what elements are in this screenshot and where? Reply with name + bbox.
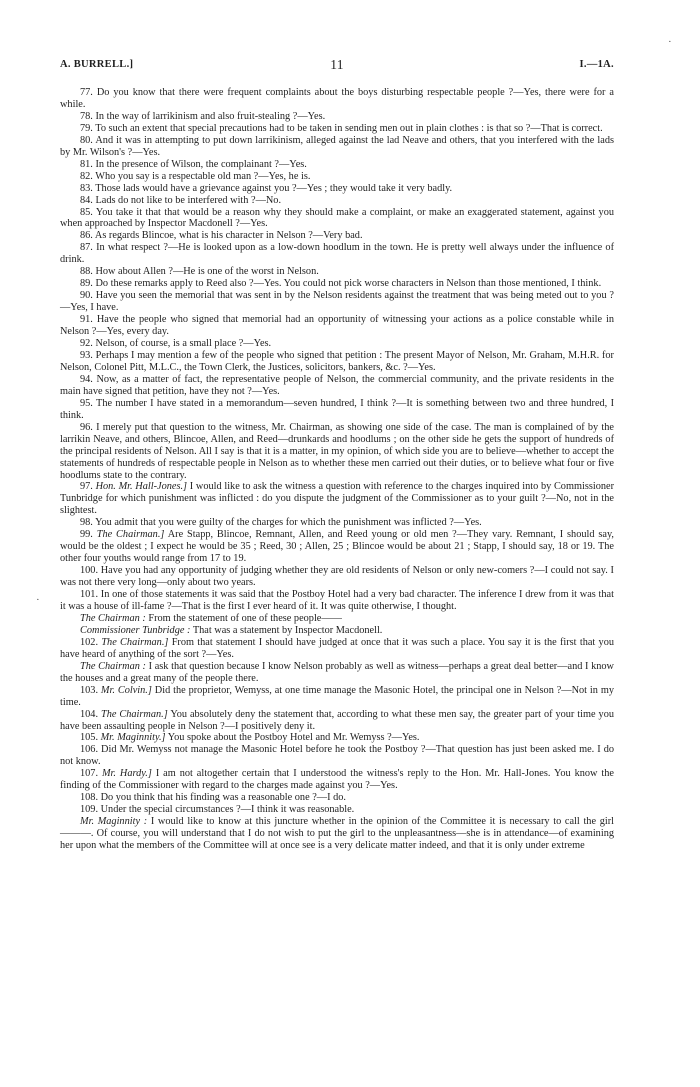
question-number: 79. [80, 122, 93, 134]
paragraph-text: From the statement of one of these people—— [148, 612, 342, 624]
paragraph-text: Perhaps I may mention a few of the people who signed that petition : The present Mayor of Nelson, Mr. Graham, M.H.R. for Nelson, Colonel Pitt, M.L.C., the Town Clerk, the Justices, solicitors, bankers, &c. ?—Yes. [60, 349, 614, 373]
testimony-paragraph [60, 290, 614, 314]
paragraph-text: Do you think that his finding was a reasonable one ?—I do. [100, 792, 346, 804]
testimony-paragraph [60, 123, 614, 135]
question-number: 101. [80, 589, 99, 601]
paragraph-text: To such an extent that special precautions had to be taken in sending men out in plain clothes : is that so ?—That is correct. [95, 122, 603, 134]
question-number: 89. [80, 278, 93, 290]
question-number: 77. [80, 87, 93, 98]
testimony-paragraph [60, 637, 614, 661]
question-number: 88. [80, 266, 93, 278]
scan-speck: · [668, 36, 672, 48]
question-number: 86. [80, 230, 93, 242]
paragraph-text: Now, as a matter of fact, the representative people of Nelson, the commercial community, and the private residents in the main have signed that petition, have they not ?—Yes. [60, 373, 614, 397]
testimony-paragraph [60, 565, 614, 589]
question-number: 93. [80, 349, 93, 361]
speaker-label: The Chairman.] [100, 708, 168, 720]
speaker-label: The Chairman.] [101, 636, 169, 648]
paragraph-text: I ask that question because I know Nelson probably as well as witness—perhaps a great deal better—and I know the houses and a great many of the people there. [60, 660, 614, 684]
paragraph-text: How about Allen ?—He is one of the worst in Nelson. [95, 266, 319, 278]
question-number: 109. [80, 804, 99, 816]
paragraph-text: Have you seen the memorial that was sent in by the Nelson residents against the treatment that was being meted out to you ?—Yes, I have. [60, 290, 614, 314]
question-number: 104. [80, 708, 99, 720]
paragraph-text: Did the proprietor, Wemyss, at one time manage the Masonic Hotel, the principal one in Nelson ?—Not in my time. [60, 684, 614, 708]
testimony-paragraph [60, 661, 614, 685]
testimony-paragraph [60, 374, 614, 398]
testimony-paragraph [60, 314, 614, 338]
paragraph-text: Do you know that there were frequent complaints about the boys disturbing respectable people ?—Yes, there were for a while. [60, 87, 614, 110]
document-reference: I.—1A. [579, 59, 614, 70]
page-number: 11 [330, 57, 344, 72]
question-number: 106. [80, 744, 99, 756]
question-number: 107. [80, 768, 99, 780]
paragraph-text: That was a statement by Inspector Macdonell. [192, 624, 383, 636]
testimony-paragraph [60, 517, 614, 529]
testimony-paragraph [60, 338, 614, 350]
speaker-label: Mr. Maginnity : [80, 816, 148, 828]
question-number: 90. [80, 290, 93, 302]
paragraph-text: In one of those statements it was said that the Postboy Hotel had a very bad character. The inference I drew from it was that it was a house of ill-fame ?—That is the first I ever heard of it. It was quite otherwise, I thought. [60, 589, 614, 612]
testimony-paragraph [60, 422, 614, 482]
paragraph-text: Under the special circumstances ?—I think it was reasonable. [100, 804, 355, 816]
testimony-paragraph [60, 135, 614, 159]
speaker-label: The Chairman : [80, 660, 146, 672]
header-witness-name: A. BURRELL.] [60, 59, 134, 70]
question-number: 85. [80, 206, 93, 218]
question-number: 94. [80, 373, 93, 385]
testimony-paragraph [60, 171, 614, 183]
question-number: 84. [80, 194, 93, 206]
testimony-paragraph [60, 625, 614, 637]
question-number: 83. [80, 182, 93, 194]
testimony-paragraph [60, 613, 614, 625]
question-number: 102. [80, 636, 99, 648]
testimony-paragraph [60, 589, 614, 613]
paragraph-text: You absolutely deny the statement that, according to what these men say, the greater part of your time you have been assaulting people in Nelson ?—I positively deny it. [60, 708, 614, 732]
paragraph-text: And it was in attempting to put down larrikinism, alleged against the lad Neave and others, that you interfered with the lads by Mr. Wilson's ?—Yes. [60, 134, 614, 158]
question-number: 81. [80, 158, 93, 170]
question-number: 108. [80, 792, 99, 804]
speaker-label: Mr. Maginnity.] [100, 732, 166, 744]
question-number: 103. [80, 684, 99, 696]
paragraph-text: Who you say is a respectable old man ?—Yes, he is. [95, 170, 311, 182]
page-header [60, 57, 614, 75]
testimony-paragraph [60, 87, 614, 111]
testimony-paragraph [60, 159, 614, 171]
paragraph-text: Are Stapp, Blincoe, Remnant, Allen, and Reed young or old men ?—They vary. Remnant, I should say, would be the oldest ; I expect he would be 35 ; Reed, 30 ; Allen, 25 ; Blincoe would be about 21 ; Stapp, I should say, 18 or 19. The other four youths would range from 17 to 19. [60, 529, 615, 565]
paragraph-text: In what respect ?—He is looked upon as a low-down hoodlum in the town. He is pretty well always under the influence of drink. [60, 242, 614, 266]
speaker-label: The Chairman : [80, 612, 146, 624]
testimony-paragraph [60, 398, 614, 422]
paragraph-text: Have the people who signed that memorial had an opportunity of witnessing your actions as a police constable while in Nelson ?—Yes, every day. [60, 314, 615, 338]
testimony-paragraph [60, 242, 614, 266]
question-number: 97. [80, 481, 93, 493]
speaker-label: Hon. Mr. Hall-Jones.] [95, 481, 188, 493]
testimony-paragraph [60, 768, 614, 792]
testimony-paragraph [60, 266, 614, 278]
testimony-paragraph [60, 529, 614, 565]
question-number: 105. [80, 732, 99, 744]
question-number: 95. [80, 397, 93, 409]
testimony-paragraph [60, 792, 614, 804]
testimony-paragraph [60, 709, 614, 733]
paragraph-text: Nelson, of course, is a small place ?—Yes. [95, 338, 272, 350]
paragraph-text: Did Mr. Wemyss not manage the Masonic Hotel before he took the Postboy ?—That question has just been asked me. I do not know. [60, 744, 614, 768]
question-number: 91. [80, 314, 93, 326]
paragraph-text: From that statement I should have judged at once that it was such a place. You say it is the first that you have heard of anything of the sort ?—Yes. [60, 636, 615, 660]
question-number: 80. [80, 134, 93, 146]
paragraph-text: Those lads would have a grievance against you ?—Yes ; they would take it very badly. [95, 182, 453, 194]
paragraph-text: I merely put that question to the witness, Mr. Chairman, as showing one side of the case. The man is complained of by the larrikin Neave, and others, Blincoe, Allen, and Reed—drunkards and hoodlums ; on the other side he gets the support of hundreds of the principal residents of Nelson. All I say is that it is a matter, in my opinion, of which side you are to believe—whether to accept the statements of hundreds of respectable people in Nelson as to whether these men carried out their duties, or to believe what four or five hoodlums state to the contrary. [60, 421, 614, 481]
paragraph-text: I would like to ask the witness a question with reference to the charges inquired into by Commissioner Tunbridge for which punishment was inflicted : do you dispute the judgment of the Commissioner as to your guilt ?—No, not in the slightest. [60, 481, 615, 517]
testimony-paragraph [60, 195, 614, 207]
paragraph-text: I would like to know at this juncture whether in the opinion of the Committee it is necessary to call the girl———. Of course, you will understand that I do not wish to put the girl to the unpleasantness—she is in attendance—of examining her upon what the members of the Committee will at once see is a very delicate matter indeed, and that it is only under extreme [60, 816, 615, 852]
paragraph-text: You take it that that would be a reason why they should make a complaint, or make an exaggerated statement, against you when approached by Inspector Macdonell ?—Yes. [60, 206, 614, 230]
paragraph-text: You spoke about the Postboy Hotel and Mr. Wemyss ?—Yes. [167, 732, 420, 744]
speaker-label: Mr. Hardy.] [101, 768, 152, 780]
paragraph-text: The number I have stated in a memorandum—seven hundred, I think ?—It is something between two and three hundred, I think. [60, 397, 615, 421]
question-number: 98. [80, 517, 93, 529]
question-number: 100. [80, 565, 99, 577]
testimony-paragraph [60, 685, 614, 709]
speaker-label: Commissioner Tunbridge : [80, 624, 191, 636]
testimony-paragraph [60, 804, 614, 816]
testimony-paragraph [60, 111, 614, 123]
testimony-paragraph [60, 183, 614, 195]
testimony-text [60, 87, 614, 852]
testimony-paragraph [60, 230, 614, 242]
question-number: 99. [80, 529, 93, 541]
testimony-paragraph [60, 816, 614, 852]
testimony-paragraph [60, 350, 614, 374]
question-number: 87. [80, 242, 93, 254]
paragraph-text: In the way of larrikinism and also fruit-stealing ?—Yes. [95, 110, 326, 122]
testimony-paragraph [60, 744, 614, 768]
question-number: 78. [80, 110, 93, 122]
question-number: 92. [80, 338, 93, 350]
paragraph-text: In the presence of Wilson, the complainant ?—Yes. [95, 158, 307, 170]
testimony-paragraph [60, 732, 614, 744]
testimony-paragraph [60, 207, 614, 231]
testimony-paragraph [60, 481, 614, 517]
speaker-label: Mr. Colvin.] [100, 684, 152, 696]
paragraph-text: You admit that you were guilty of the charges for which the punishment was inflicted ?—Yes. [95, 517, 482, 529]
paragraph-text: I am not altogether certain that I understood the witness's reply to the Hon. Mr. Hall-Jones. You know the finding of the Commissioner with regard to the charges made against you ?—Yes. [60, 768, 614, 792]
speaker-label: The Chairman.] [96, 529, 165, 541]
testimony-paragraph [60, 278, 614, 290]
paragraph-text: Do these remarks apply to Reed also ?—Yes. You could not pick worse characters in Nelson than those mentioned, I think. [95, 278, 602, 290]
scan-speck: · [36, 594, 40, 606]
question-number: 96. [80, 421, 93, 433]
paragraph-text: As regards Blincoe, what is his character in Nelson ?—Very bad. [94, 230, 363, 242]
question-number: 82. [80, 170, 93, 182]
paragraph-text: Lads do not like to be interfered with ?—No. [95, 194, 282, 206]
paragraph-text: Have you had any opportunity of judging whether they are old residents of Nelson or only new-comers ?—I could not say. I was not there very long—only about two years. [60, 565, 614, 589]
